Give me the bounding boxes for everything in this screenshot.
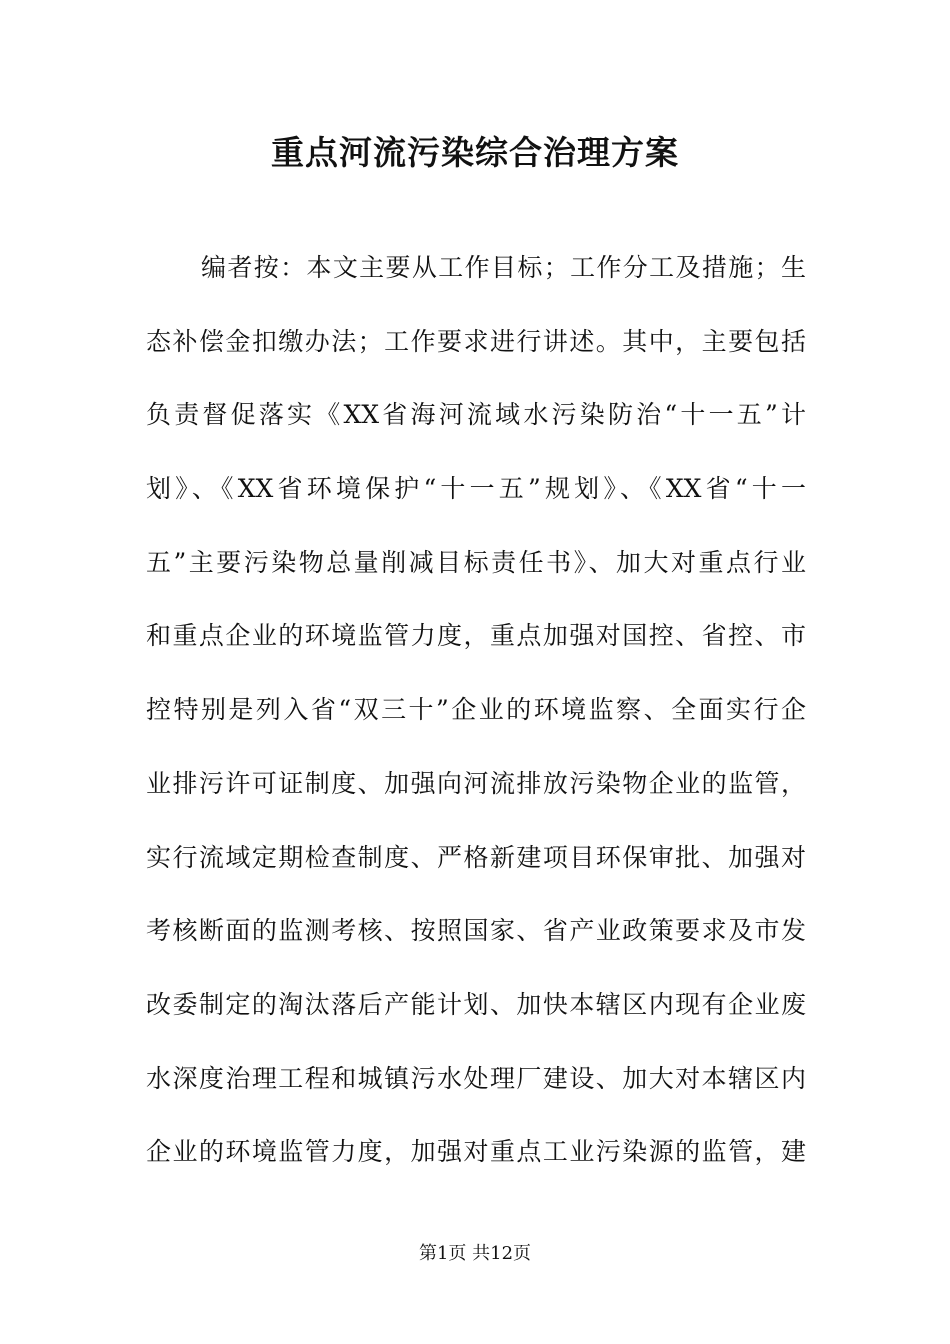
body-line: 编者按：本文主要从工作目标；工作分工及措施；生: [201, 253, 806, 282]
body-line: 改委制定的淘汰落后产能计划、加快本辖区内现有企业废: [146, 989, 806, 1019]
body-line: 考核断面的监测考核、按照国家、省产业政策要求及市发: [146, 916, 806, 946]
body-line: 实行流域定期检查制度、严格新建项目环保审批、加强对: [146, 842, 806, 872]
body-line: 负责督促落实《XX省海河流域水污染防治“十一五”计: [146, 400, 806, 430]
body-line: 水深度治理工程和城镇污水处理厂建设、加大对本辖区内: [146, 1063, 806, 1093]
body-line: 态补偿金扣缴办法；工作要求进行讲述。其中，主要包括: [146, 326, 806, 356]
body-line: 五”主要污染物总量削减目标责任书》、加大对重点行业: [146, 547, 806, 577]
body-paragraph: [146, 246, 806, 1204]
body-line: 企业的环境监管力度，加强对重点工业污染源的监管，建: [146, 1137, 806, 1167]
page-footer: 第1页 共12页: [418, 1243, 532, 1264]
document-title: 重点河流污染综合治理方案: [271, 133, 679, 172]
body-line: 业排污许可证制度、加强向河流排放污染物企业的监管，: [146, 768, 806, 798]
body-line: 和重点企业的环境监管力度，重点加强对国控、省控、市: [146, 621, 806, 651]
body-line: 控特别是列入省“双三十”企业的环境监察、全面实行企: [146, 695, 806, 725]
body-line: 划》、《XX省环境保护“十一五”规划》、《XX省“十一: [146, 474, 806, 504]
